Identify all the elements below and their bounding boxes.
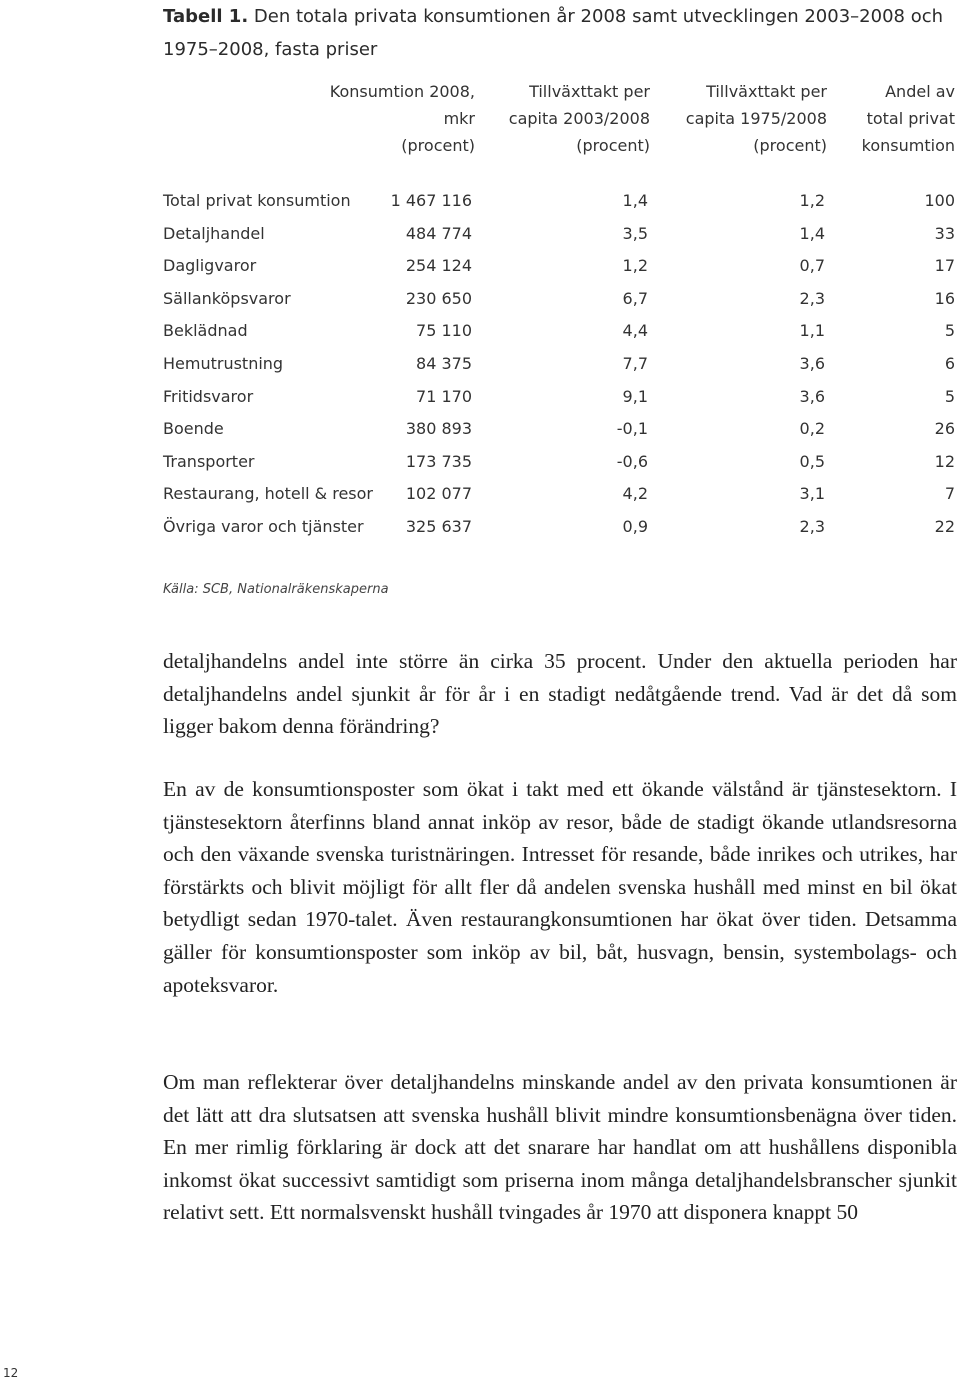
table-title-label: Tabell 1. <box>163 6 249 27</box>
header-growth-2003-2008: Tillväxttakt per capita 2003/2008 (procent) <box>508 82 650 155</box>
row-consumption: 173 735 <box>405 451 472 471</box>
row-category: Detaljhandel <box>163 223 265 243</box>
row-consumption: 84 375 <box>416 353 472 373</box>
row-share: 5 <box>944 321 955 341</box>
row-share: 17 <box>934 256 955 276</box>
row-growth-2003-2008: 4,4 <box>622 321 648 341</box>
header-growth-1975-2008: Tillväxttakt per capita 1975/2008 (procent) <box>685 82 827 155</box>
row-consumption: 484 774 <box>405 223 472 243</box>
table-row <box>163 478 955 511</box>
table-body <box>163 185 955 544</box>
row-share: 16 <box>934 288 955 308</box>
row-growth-2003-2008: 6,7 <box>622 288 648 308</box>
table-row <box>163 511 955 544</box>
row-growth-1975-2008: 1,4 <box>799 223 825 243</box>
row-growth-1975-2008: 2,3 <box>799 516 825 536</box>
row-category: Dagligvaror <box>163 256 257 276</box>
page-number: 12 <box>3 1366 19 1380</box>
row-share: 5 <box>944 386 955 406</box>
table-row <box>163 185 955 218</box>
row-growth-1975-2008: 1,2 <box>799 191 825 210</box>
row-consumption: 230 650 <box>405 288 472 308</box>
paragraph-2: En av de konsumtionsposter som ökat i takt med ett ökande välstånd är tjänstesektorn. I tjänstesektorn återfinns bland annat inköp av resor, både de stadigt ökande utlandsresorna och den växande svenska turistnäringen. Intresset för resande, både inrikes och utrikes, har förstärkts och blivit möjligt för allt fler då andelen svenska hushåll med minst en bil ökat betydligt sedan 1970-talet. Även restaurangkonsumtionen har ökat över tiden. Detsamma gäller för konsumtionsposter som inköp av bil, båt, husvagn, bensin, systembolags- och apoteksvaror. <box>163 777 957 997</box>
row-share: 22 <box>934 516 955 536</box>
row-growth-2003-2008: 4,2 <box>622 484 648 504</box>
table-row <box>163 218 955 251</box>
row-growth-2003-2008: 1,4 <box>622 191 648 210</box>
row-share: 33 <box>934 223 955 243</box>
header-consumption: Konsumtion 2008, mkr (procent) <box>329 82 475 155</box>
paragraph-3: Om man reflekterar över detaljhandelns minskande andel av den privata konsumtionen är det lätt att dra slutsatsen att svenska hushåll blivit mindre konsumtionsbenägna över tiden. En mer rimlig förklaring är dock att det snarare har handlat om att hushållens disponibla inkomst ökat successivt samtidigt som priserna inom många detaljhandelsbranscher sjunkit relativt sett. Ett normalsvenskt hushåll tvingades år 1970 att disponera knappt 50 <box>163 1070 957 1225</box>
row-growth-2003-2008: 7,7 <box>622 353 648 373</box>
table-row <box>163 348 955 381</box>
row-growth-2003-2008: -0,1 <box>616 419 648 439</box>
row-category: Total privat konsumtion <box>163 191 351 210</box>
row-growth-2003-2008: 1,2 <box>622 256 648 276</box>
row-consumption: 325 637 <box>405 516 472 536</box>
row-growth-1975-2008: 0,5 <box>799 451 825 471</box>
table-row <box>163 413 955 446</box>
row-growth-1975-2008: 1,1 <box>799 321 825 341</box>
row-category: Beklädnad <box>163 321 248 341</box>
table-source: Källa: SCB, Nationalräkenskaperna <box>163 582 389 597</box>
row-growth-1975-2008: 0,7 <box>799 256 825 276</box>
row-consumption: 1 467 116 <box>390 191 472 210</box>
row-category: Restaurang, hotell & resor <box>163 484 374 504</box>
row-category: Boende <box>163 419 224 439</box>
row-category: Fritidsvaror <box>163 386 254 406</box>
row-consumption: 102 077 <box>405 484 472 504</box>
row-share: 6 <box>944 353 955 373</box>
row-share: 100 <box>924 191 955 210</box>
table-row <box>163 250 955 283</box>
row-category: Transporter <box>163 451 255 471</box>
row-consumption: 71 170 <box>416 386 472 406</box>
row-growth-2003-2008: 3,5 <box>622 223 648 243</box>
row-category: Hemutrustning <box>163 353 284 373</box>
table-row <box>163 315 955 348</box>
row-growth-1975-2008: 3,6 <box>799 386 825 406</box>
row-category: Sällanköpsvaror <box>163 288 291 308</box>
row-consumption: 75 110 <box>416 321 472 341</box>
row-consumption: 254 124 <box>405 256 472 276</box>
table-row <box>163 283 955 316</box>
table-row <box>163 381 955 414</box>
row-growth-2003-2008: -0,6 <box>616 451 648 471</box>
table-title <box>163 0 953 66</box>
row-growth-1975-2008: 3,1 <box>799 484 825 504</box>
row-share: 12 <box>934 451 955 471</box>
row-consumption: 380 893 <box>405 419 472 439</box>
row-growth-2003-2008: 0,9 <box>622 516 648 536</box>
row-share: 26 <box>934 419 955 439</box>
paragraph-1: detaljhandelns andel inte större än cirka 35 procent. Under den aktuella perioden har detaljhandelns andel sjunkit år för år i en stadigt nedåtgående trend. Vad är det då som ligger bakom denna förändring? <box>163 649 957 739</box>
table-row <box>163 446 955 479</box>
table-title-text: Den totala privata konsumtionen år 2008 samt utvecklingen 2003–2008 och 1975–2008, fasta priser <box>163 6 944 60</box>
row-share: 7 <box>944 484 955 504</box>
row-growth-2003-2008: 9,1 <box>622 386 648 406</box>
table-header <box>163 78 955 158</box>
header-share: Andel av total privat konsumtion <box>861 82 955 155</box>
row-category: Övriga varor och tjänster <box>163 516 364 536</box>
row-growth-1975-2008: 3,6 <box>799 353 825 373</box>
row-growth-1975-2008: 0,2 <box>799 419 825 439</box>
row-growth-1975-2008: 2,3 <box>799 288 825 308</box>
